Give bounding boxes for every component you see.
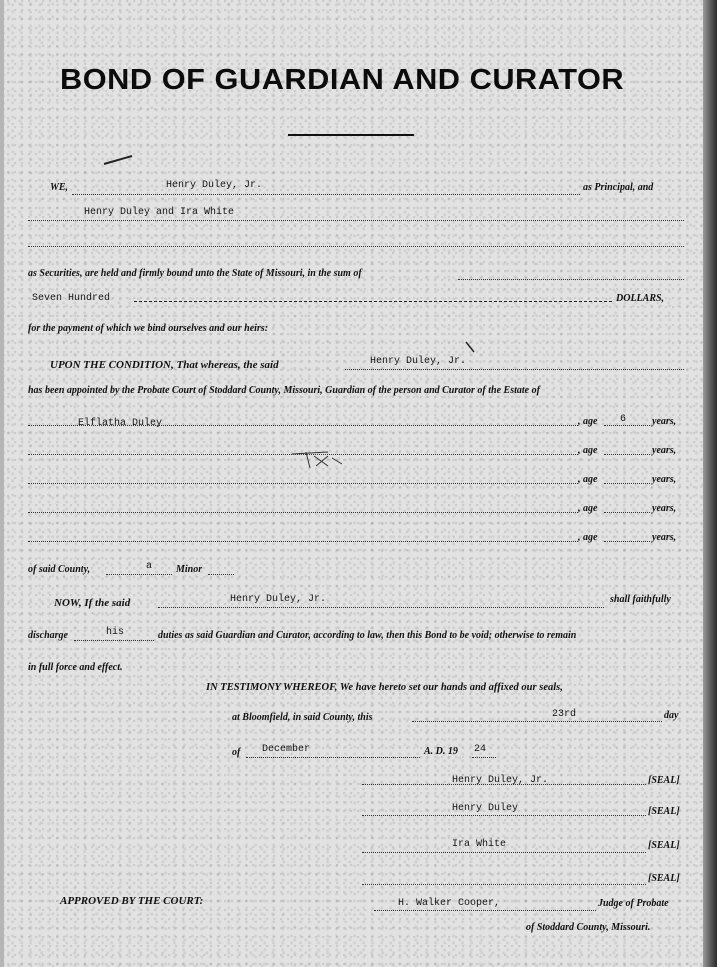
age-line — [604, 454, 650, 455]
years-label: years, — [652, 416, 677, 427]
testimony-text: IN TESTIMONY WHEREOF, We have hereto set our hands and affixed our seals, — [206, 682, 563, 693]
sum-amount: Seven Hundred — [32, 293, 111, 304]
page-right-edge — [703, 0, 717, 967]
judge-title: Judge of Probate — [598, 898, 669, 909]
years-label: years, — [652, 474, 677, 485]
judge-name: H. Walker Cooper, — [398, 898, 501, 909]
signature-line — [362, 815, 646, 816]
year-line — [472, 757, 496, 758]
document-title: BOND OF GUARDIAN AND CURATOR — [60, 64, 625, 96]
judge-county: of Stoddard County, Missouri. — [526, 922, 651, 933]
judge-line — [374, 910, 596, 911]
seal-label: [SEAL] — [648, 806, 680, 817]
condition-line — [345, 369, 684, 370]
dollars-label: DOLLARS, — [616, 293, 665, 304]
signature-line — [362, 852, 646, 853]
now-line — [158, 607, 604, 608]
now-text: NOW, If the said — [54, 597, 131, 609]
principal-line — [72, 194, 580, 195]
minor-article: a — [146, 561, 153, 572]
day-value: 23rd — [552, 709, 577, 720]
seal-label: [SEAL] — [648, 840, 680, 851]
pronoun: his — [106, 627, 125, 638]
minor-label: Minor — [176, 564, 203, 575]
surety-line — [28, 220, 684, 221]
condition-name: Henry Duley, Jr. — [370, 356, 467, 367]
pronoun-line — [74, 640, 154, 641]
we-label: WE, — [50, 182, 69, 193]
age-line — [604, 541, 650, 542]
condition-text: UPON THE CONDITION, That whereas, the said — [50, 359, 279, 371]
age-label: , age — [578, 532, 598, 543]
ward-line — [28, 483, 578, 484]
years-label: years, — [652, 445, 677, 456]
ad-label: A. D. 19 — [424, 746, 458, 757]
month-value: December — [262, 744, 311, 755]
signature-name: Ira White — [452, 839, 507, 850]
principal-name: Henry Duley, Jr. — [166, 180, 263, 191]
age-label: , age — [578, 503, 598, 514]
minor-line-2 — [208, 574, 234, 575]
securities-text: as Securities, are held and firmly bound unto the State of Missouri, in the sum of — [28, 268, 362, 279]
age-label: , age — [578, 474, 598, 485]
age-line — [604, 425, 650, 426]
appointed-text: has been appointed by the Probate Court of Stoddard County, Missouri, Guardian of the person and Curator of the Estate of — [28, 385, 540, 396]
surety-line-2 — [28, 246, 684, 247]
discharge-label: discharge — [28, 630, 68, 641]
scribble-mark — [288, 448, 348, 473]
ward-line — [28, 454, 578, 455]
seal-label: [SEAL] — [648, 873, 680, 884]
full-force-text: in full force and effect. — [28, 662, 123, 673]
pen-mark — [100, 150, 140, 170]
signature-name: Henry Duley, Jr. — [452, 775, 549, 786]
signature-name: Henry Duley — [452, 803, 519, 814]
approved-label: APPROVED BY THE COURT: — [60, 895, 204, 907]
page-left-edge — [0, 0, 4, 967]
check-mark — [462, 338, 482, 358]
minor-line — [106, 574, 172, 575]
at-bloomfield: at Bloomfield, in said County, this — [232, 712, 373, 723]
faithfully-label: shall faithfully — [610, 594, 671, 605]
age-label: , age — [578, 445, 598, 456]
surety-names: Henry Duley and Ira White — [84, 207, 235, 218]
now-name: Henry Duley, Jr. — [230, 594, 327, 605]
as-principal-label: as Principal, and — [583, 182, 654, 193]
title-rule — [288, 134, 414, 136]
day-line — [412, 721, 662, 722]
ward-age: 6 — [620, 414, 627, 425]
age-line — [604, 483, 650, 484]
ward-name: Elflatha Duley — [78, 418, 163, 429]
sum-line-top — [458, 279, 684, 280]
duties-text: duties as said Guardian and Curator, according to law, then this Bond to be void; otherwise to remain — [158, 630, 577, 641]
of-label: of — [232, 747, 241, 758]
age-line — [604, 512, 650, 513]
ward-line — [28, 512, 578, 513]
payment-text: for the payment of which we bind ourselves and our heirs: — [28, 323, 269, 334]
month-line — [246, 757, 420, 758]
of-said-county: of said County, — [28, 564, 91, 575]
signature-line — [362, 884, 646, 885]
year-value: 24 — [474, 744, 487, 755]
years-label: years, — [652, 503, 677, 514]
years-label: years, — [652, 532, 677, 543]
sum-amount-dashes — [134, 301, 612, 302]
day-label: day — [664, 710, 679, 721]
seal-label: [SEAL] — [648, 775, 680, 786]
ward-line — [28, 541, 578, 542]
age-label: , age — [578, 416, 598, 427]
